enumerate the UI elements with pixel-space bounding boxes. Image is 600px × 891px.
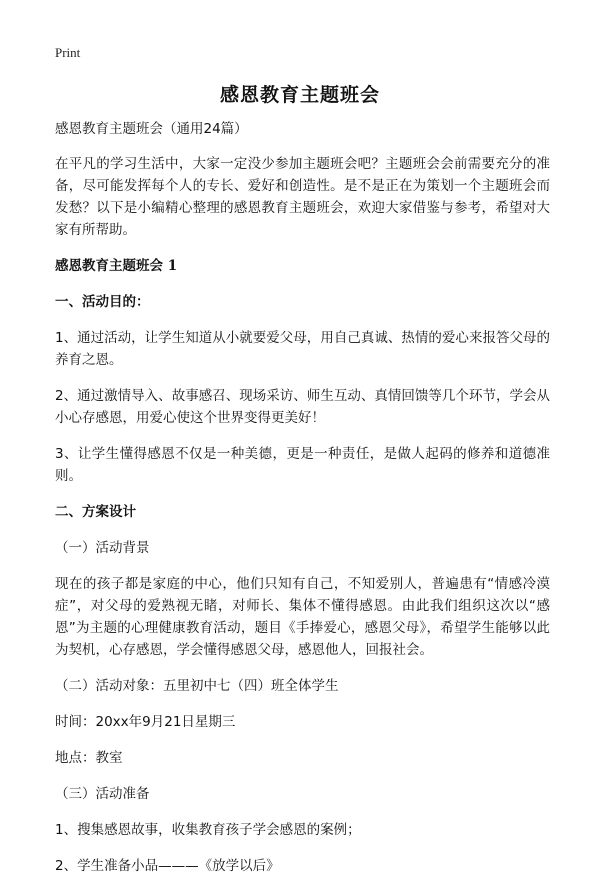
article-subtitle: 感恩教育主题班会（通用24篇） — [55, 121, 248, 137]
time-line: 时间：20xx年9月21日星期三 — [55, 714, 236, 730]
heading-activity-purpose: 一、活动目的： — [55, 294, 150, 310]
page-title: 感恩教育主题班会 — [219, 84, 380, 106]
background-paragraph: 现在的孩子都是家庭的中心，他们只知有自己，不知爱别人，普遍患有“情感冷漠症”，对父母的爱熟视无睹，对师长、集体不懂得感恩。由此我们组织这次以“感恩”为主题的心理健康教育活动，题目《手捧爱心，感恩父母》，希望学生能够以此为契机，心存感恩，学会懂得感恩父母，感恩他人，回报社会。 — [55, 576, 550, 658]
subheading-background: （一）活动背景 — [55, 540, 150, 556]
subheading-audience: （二）活动对象：五里初中七（四）班全体学生 — [55, 678, 339, 694]
print-link[interactable]: Print — [55, 45, 81, 60]
purpose-item-1: 1、通过活动，让学生知道从小就要爱父母，用自己真诚、热情的爱心来报答父母的养育之恩。 — [55, 330, 550, 368]
section-title: 感恩教育主题班会 1 — [55, 258, 178, 274]
purpose-item-2: 2、通过激情导入、故事感召、现场采访、师生互动、真情回馈等几个环节，学会从小心存感恩，用爱心使这个世界变得更美好！ — [55, 388, 550, 426]
article-body — [55, 118, 550, 891]
subheading-preparation: （三）活动准备 — [55, 786, 150, 802]
location-line: 地点：教室 — [55, 750, 123, 766]
purpose-item-3: 3、让学生懂得感恩不仅是一种美德，更是一种责任，是做人起码的修养和道德准则。 — [55, 446, 550, 484]
prep-item-1: 1、搜集感恩故事，收集教育孩子学会感恩的案例； — [55, 822, 361, 838]
heading-plan-design: 二、方案设计 — [55, 504, 136, 520]
intro-paragraph: 在平凡的学习生活中，大家一定没少参加主题班会吧？主题班会会前需要充分的准备，尽可能发挥每个人的专长、爱好和创造性。是不是正在为策划一个主题班会而发愁？以下是小编精心整理的感恩教育主题班会，欢迎大家借鉴与参考，希望对大家有所帮助。 — [55, 156, 550, 238]
prep-item-2: 2、学生准备小品———《放学以后》 — [55, 858, 280, 874]
